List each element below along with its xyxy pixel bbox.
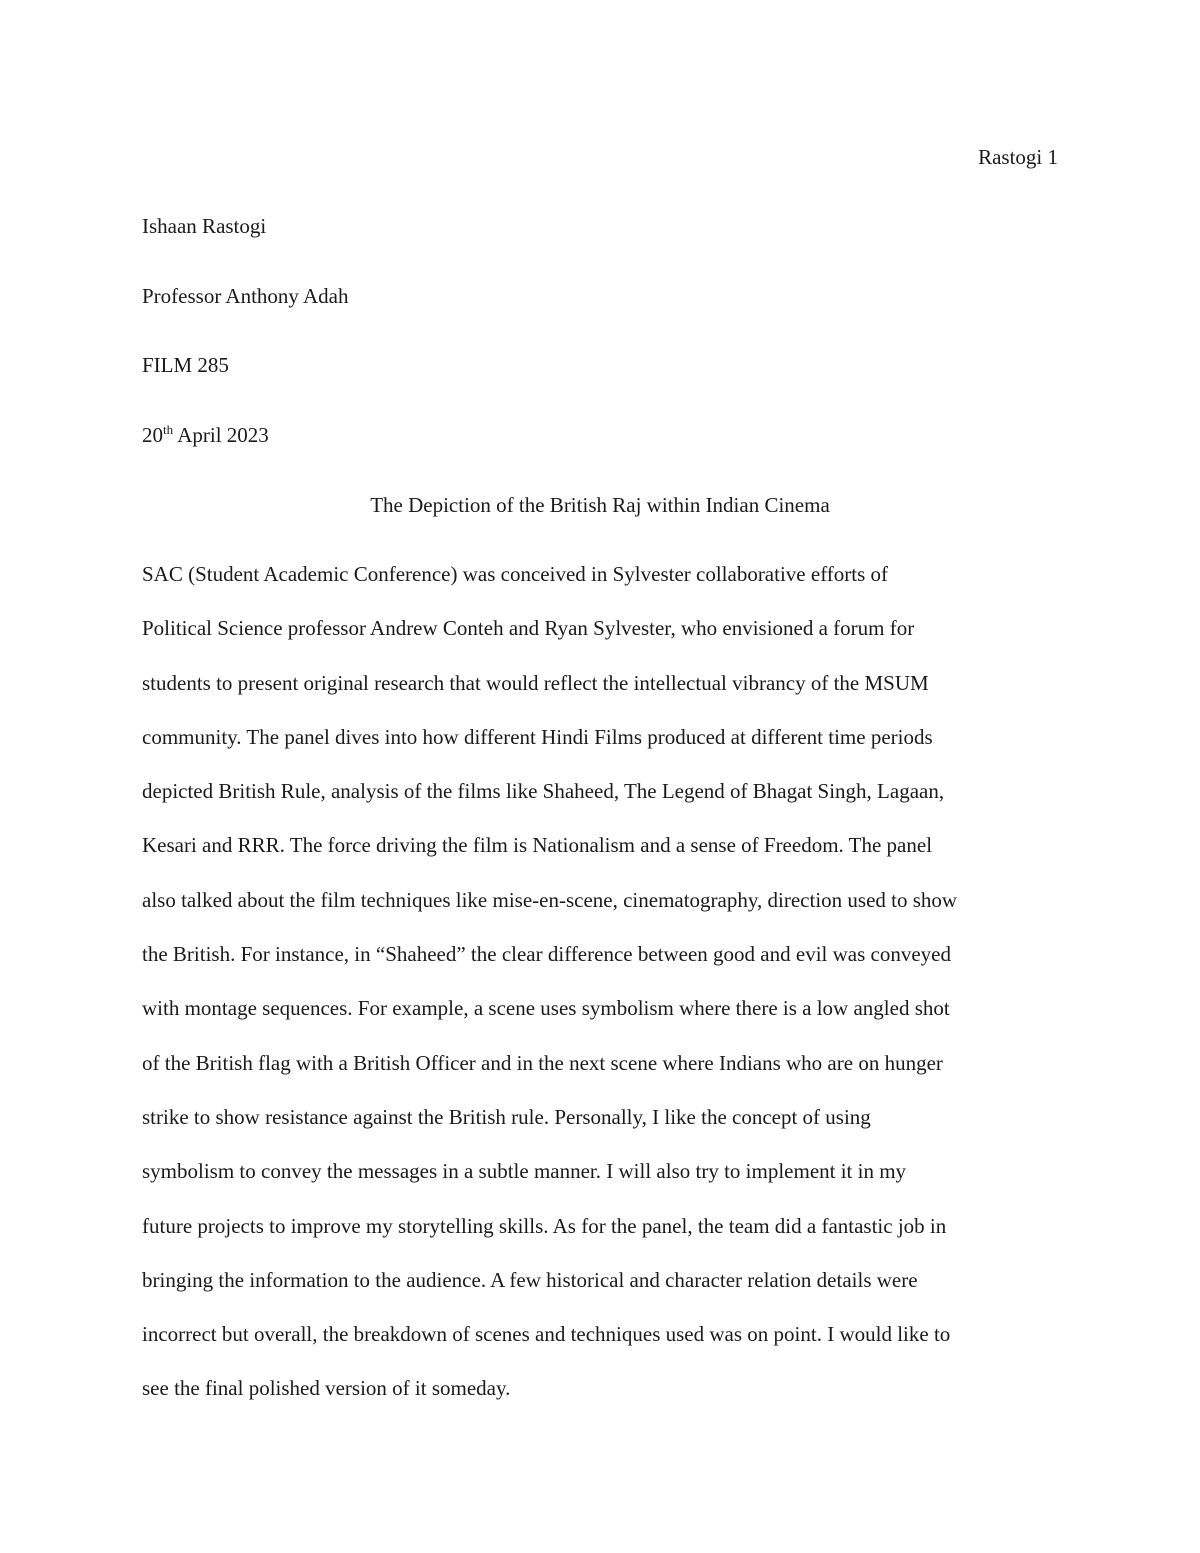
body-line: community. The panel dives into how different Hindi Films produced at different time periods (142, 724, 933, 749)
body-line: students to present original research that would reflect the intellectual vibrancy of the MSUM (142, 670, 929, 695)
running-header: Rastogi 1 (978, 145, 1058, 169)
body-line: bringing the information to the audience. A few historical and character relation details were (142, 1267, 918, 1292)
body-line: incorrect but overall, the breakdown of scenes and techniques used was on point. I would like to (142, 1322, 951, 1347)
body-line: depicted British Rule, analysis of the films like Shaheed, The Legend of Bhagat Singh, Lagaan, (142, 779, 945, 804)
mla-heading (142, 211, 1058, 489)
essay-title: The Depiction of the British Raj within Indian Cinema (370, 493, 830, 517)
body-line: the British. For instance, in “Shaheed” the clear difference between good and evil was conveyed (142, 942, 951, 967)
essay-body (142, 559, 1058, 1428)
body-line: SAC (Student Academic Conference) was conceived in Sylvester collaborative efforts of (142, 562, 889, 586)
body-line: symbolism to convey the messages in a subtle manner. I will also try to implement it in my (142, 1159, 907, 1184)
body-line: also talked about the film techniques like mise-en-scene, cinematography, direction used to show (142, 887, 958, 912)
body-line: see the final polished version of it someday. (142, 1376, 511, 1401)
date-suffix: th (163, 421, 174, 437)
body-line: of the British flag with a British Officer and in the next scene where Indians who are on hunger (142, 1050, 943, 1075)
date-day: 20 (142, 422, 163, 447)
course-name: FILM 285 (142, 353, 229, 377)
author-name: Ishaan Rastogi (142, 214, 267, 238)
date (142, 420, 1058, 490)
date-rest: April 2023 (173, 422, 269, 447)
body-line: Kesari and RRR. The force driving the film is Nationalism and a sense of Freedom. The panel (142, 833, 933, 858)
professor-name: Professor Anthony Adah (142, 283, 349, 308)
body-line: strike to show resistance against the British rule. Personally, I like the concept of using (142, 1104, 871, 1129)
body-line: with montage sequences. For example, a scene uses symbolism where there is a low angled shot (142, 996, 950, 1021)
body-line: Political Science professor Andrew Conteh and Ryan Sylvester, who envisioned a forum for (142, 616, 915, 641)
body-line: future projects to improve my storytelling skills. As for the panel, the team did a fantastic job in (142, 1213, 947, 1238)
